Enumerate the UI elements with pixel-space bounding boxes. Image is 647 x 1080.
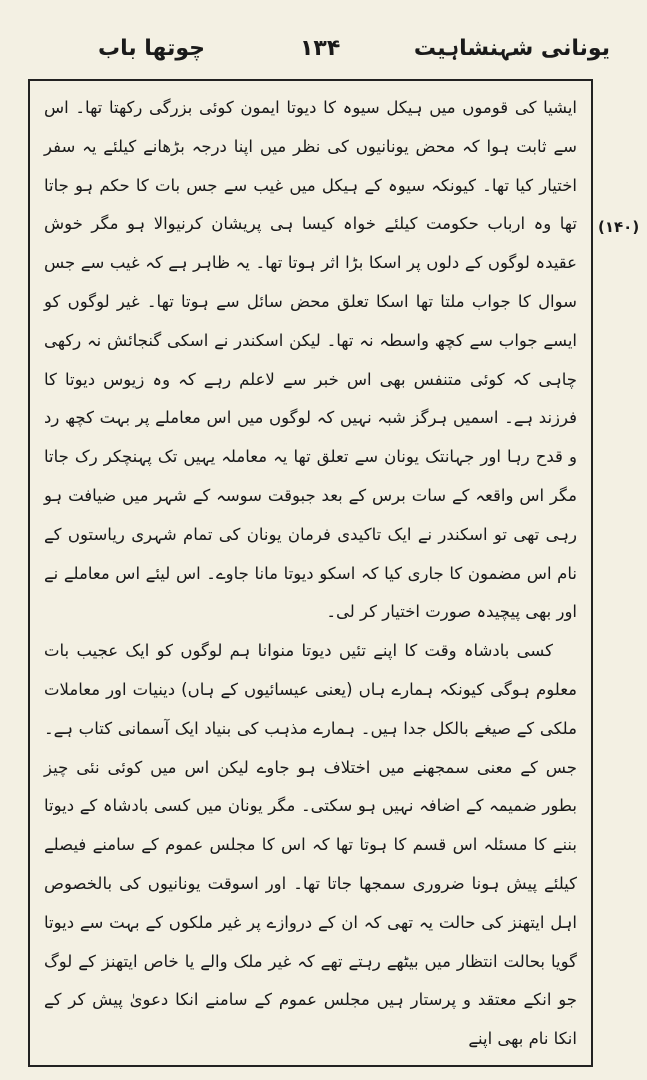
text-frame: [28, 79, 593, 1067]
page-number: ۱۳۴: [300, 36, 341, 61]
chapter-title: چوتھا باب: [98, 36, 205, 61]
margin-note: (۱۴۰): [598, 218, 640, 236]
book-title: یونانی شہنشاہیت: [413, 36, 610, 61]
paragraph: ایشیا کی قوموں میں ہیکل سیوہ کا دیوتا ایمون کوئی بزرگی رکھتا تھا۔ اس سے ثابت ہوا کہ محض یونانیوں کی نظر میں اپنا درجہ بڑھانے کیلئے یہ سفر اختیار کیا تھا۔ کیونکہ سیوہ کے ہیکل میں غیب سے جس بات کا حکم ہو جاتا تھا وہ ارباب حکومت کیلئے خواہ کیسا ہی پریشان کرنیوالا ہو مگر خوش عقیدہ لوگوں کے دلوں پر اسکا بڑا اثر ہوتا تھا۔ یہ ظاہر ہے کہ غیب سے جس سوال کا جواب ملتا تھا اسکا تعلق محض سائل سے ہوتا تھا۔ غیر لوگوں کو ایسے جواب سے کچھ واسطہ نہ تھا۔ لیکن اسکندر نے اسکی گنجائش نہ رکھی چاہی کہ کوئی متنفس بھی اس خبر سے لاعلم رہے کہ وہ زیوس دیوتا کا فرزند ہے۔ اسمیں ہرگز شبہ نہیں کہ لوگوں میں اس معاملے پر بہت کچھ رد و قدح رہا اور جہانتک یونان سے تعلق تھا یہ معاملہ یہیں تک پہنچکر رک جاتا مگر اس واقعہ کے سات برس کے بعد جبوقت سوسہ کے شہر میں ضیافت ہو رہی تھی تو اسکندر نے ایک تاکیدی فرمان یونان کی تمام شہری ریاستوں کے نام اس مضمون کا جاری کیا کہ اسکو دیوتا مانا جاوے۔ اس لیئے اس معاملے نے اور بھی پیچیدہ صورت اختیار کر لی۔: [44, 98, 577, 622]
page-header: [40, 32, 610, 72]
paragraph: کسی بادشاہ وقت کا اپنے تئیں دیوتا منوانا ہم لوگوں کو ایک عجیب بات معلوم ہوگی کیونکہ ہمارے ہاں (یعنی عیسائیوں کے ہاں) دینیات اور معاملات ملکی کے صیغے بالکل جدا ہیں۔ ہمارے مذہب کی بنیاد ایک آسمانی کتاب ہے۔ جس کے معنی سمجھنے میں اختلاف ہو جاوے لیکن اس میں کوئی نئی چیز بطور ضمیمہ کے اضافہ نہیں ہو سکتی۔ مگر یونان میں کسی بادشاہ کے دیوتا بننے کا مسئلہ اس قسم کا ہوتا تھا کہ اس کا مجلس عموم کے سامنے فیصلے کیلئے پیش ہونا ضروری سمجھا جاتا تھا۔ اور اسوقت یونانیوں کی بالخصوص اہل ایتھنز کی حالت یہ تھی کہ ان کے دروازے پر غیر ملکوں کے بہت سے دیوتا گویا بحالت انتظار میں بیٹھے رہتے تھے کہ غیر ملک والے یا خاص ایتھنز کے لوگ جو انکے معتقد و پرستار ہیں مجلس عموم کے سامنے انکا دعویٰ پیش کر کے انکا نام بھی اپنے: [44, 641, 577, 1049]
body-text: [30, 81, 591, 1059]
